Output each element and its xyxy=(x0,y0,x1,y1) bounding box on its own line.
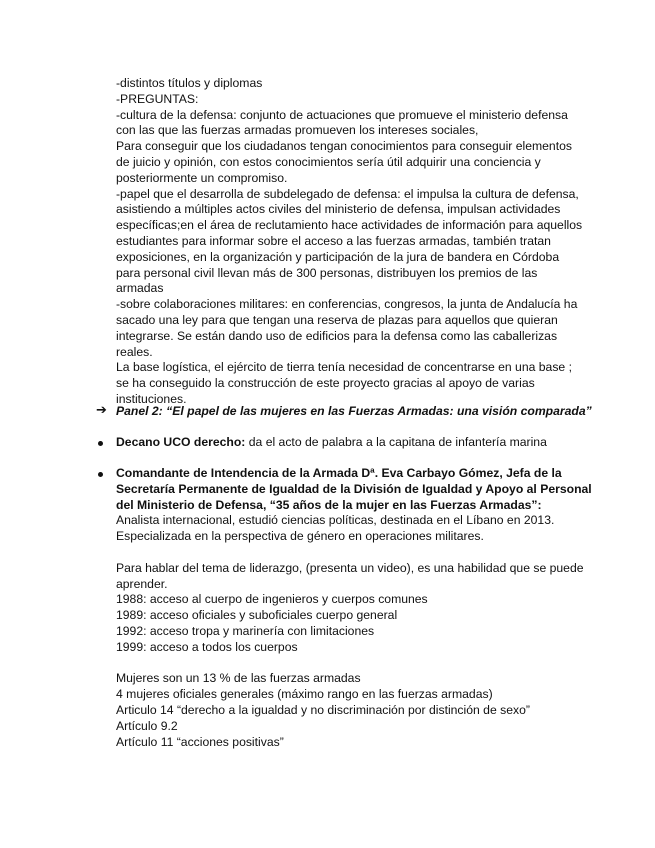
fact-item: 4 mujeres oficiales generales (máximo rango en las fuerzas armadas) xyxy=(116,687,493,702)
paragraph-subdelegado: -papel que el desarrolla de subdelegado de defensa: el impulsa la cultura de defensa, asistiendo a múltiples actos civiles del ministerio de defensa, impulsan actividades específicas;en el área de reclutamiento hace actividades de información para aquellos estudiantes para informar sobre el acceso a las fuerzas armadas, también tratan exposiciones, en la organización y participación de la jura de bandera en Córdoba para personal civil llevan más de 300 personas, distribuyen los premios de las armadas xyxy=(116,186,583,296)
fact-item: Artículo 9.2 xyxy=(116,718,178,733)
comandante-bio-line: Especializada en la perspectiva de género en operaciones militares. xyxy=(116,529,484,544)
panel-title: Panel 2: “El papel de las mujeres en las Fuerzas Armadas: una visión comparada” xyxy=(116,404,592,418)
paragraph-preguntas: -PREGUNTAS: xyxy=(116,91,199,106)
comandante-body xyxy=(116,466,596,750)
decano-text xyxy=(116,435,596,451)
paragraph-titulos: -distintos títulos y diplomas xyxy=(116,76,263,90)
comandante-heading: Comandante de Intendencia de la Armada Dª. Eva Carbayo Gómez, Jefa de la Secretaría Permanente de Igualdad de la División de Igualdad y Apoyo al Personal del Ministerio de Defensa, “35 años de la mujer en las Fuerzas Armadas”: xyxy=(116,466,592,512)
liderazgo-paragraph: Para hablar del tema de liderazgo, (presenta un video), es una habilidad que se puede aprender. xyxy=(116,560,584,591)
timeline-item: 1999: acceso a todos los cuerpos xyxy=(116,639,298,654)
comandante-item xyxy=(96,466,596,750)
paragraph-cultura-defensa: -cultura de la defensa: conjunto de actuaciones que promueve el ministerio defensa con las que las fuerzas armadas promueven los intereses sociales, xyxy=(116,107,568,138)
arrow-bullet-icon: ➔ xyxy=(96,403,107,418)
comandante-bio-line: Analista internacional, estudió ciencias políticas, destinada en el Líbano en 2013. xyxy=(116,513,555,528)
fact-item: Articulo 14 “derecho a la igualdad y no discriminación por distinción de sexo” xyxy=(116,702,530,717)
decano-item xyxy=(96,435,596,451)
fact-item: Artículo 11 “acciones positivas” xyxy=(116,734,284,749)
bullet-dot-icon xyxy=(98,472,103,477)
timeline-item: 1992: acceso tropa y marinería con limitaciones xyxy=(116,623,375,638)
timeline-item: 1988: acceso al cuerpo de ingenieros y cuerpos comunes xyxy=(116,592,428,607)
intro-section xyxy=(116,76,586,408)
decano-label: Decano UCO derecho: xyxy=(116,435,246,449)
fact-item: Mujeres son un 13 % de las fuerzas armadas xyxy=(116,671,361,686)
paragraph-ciudadanos: Para conseguir que los ciudadanos tengan conocimientos para conseguir elementos de juicio y opinión, con estos conocimientos sería útil adquirir una conciencia y posteriormente un compromiso. xyxy=(116,139,572,185)
decano-description: da el acto de palabra a la capitana de infantería marina xyxy=(245,435,547,449)
timeline-item: 1989: acceso oficiales y suboficiales cuerpo general xyxy=(116,608,398,623)
paragraph-base-logistica: La base logística, el ejército de tierra tenía necesidad de concentrarse en una base ; se ha conseguido la construcción de este proyecto gracias al apoyo de varias instituciones. xyxy=(116,360,572,406)
paragraph-colaboraciones: -sobre colaboraciones militares: en conferencias, congresos, la junta de Andalucía ha sacado una ley para que tengan una reserva de plazas para aquellos que quieran integrarse. Se están dando uso de edificios para la defensa como las caballerizas reales. xyxy=(116,297,578,359)
bullet-dot-icon xyxy=(98,441,103,446)
panel-heading xyxy=(96,404,596,420)
